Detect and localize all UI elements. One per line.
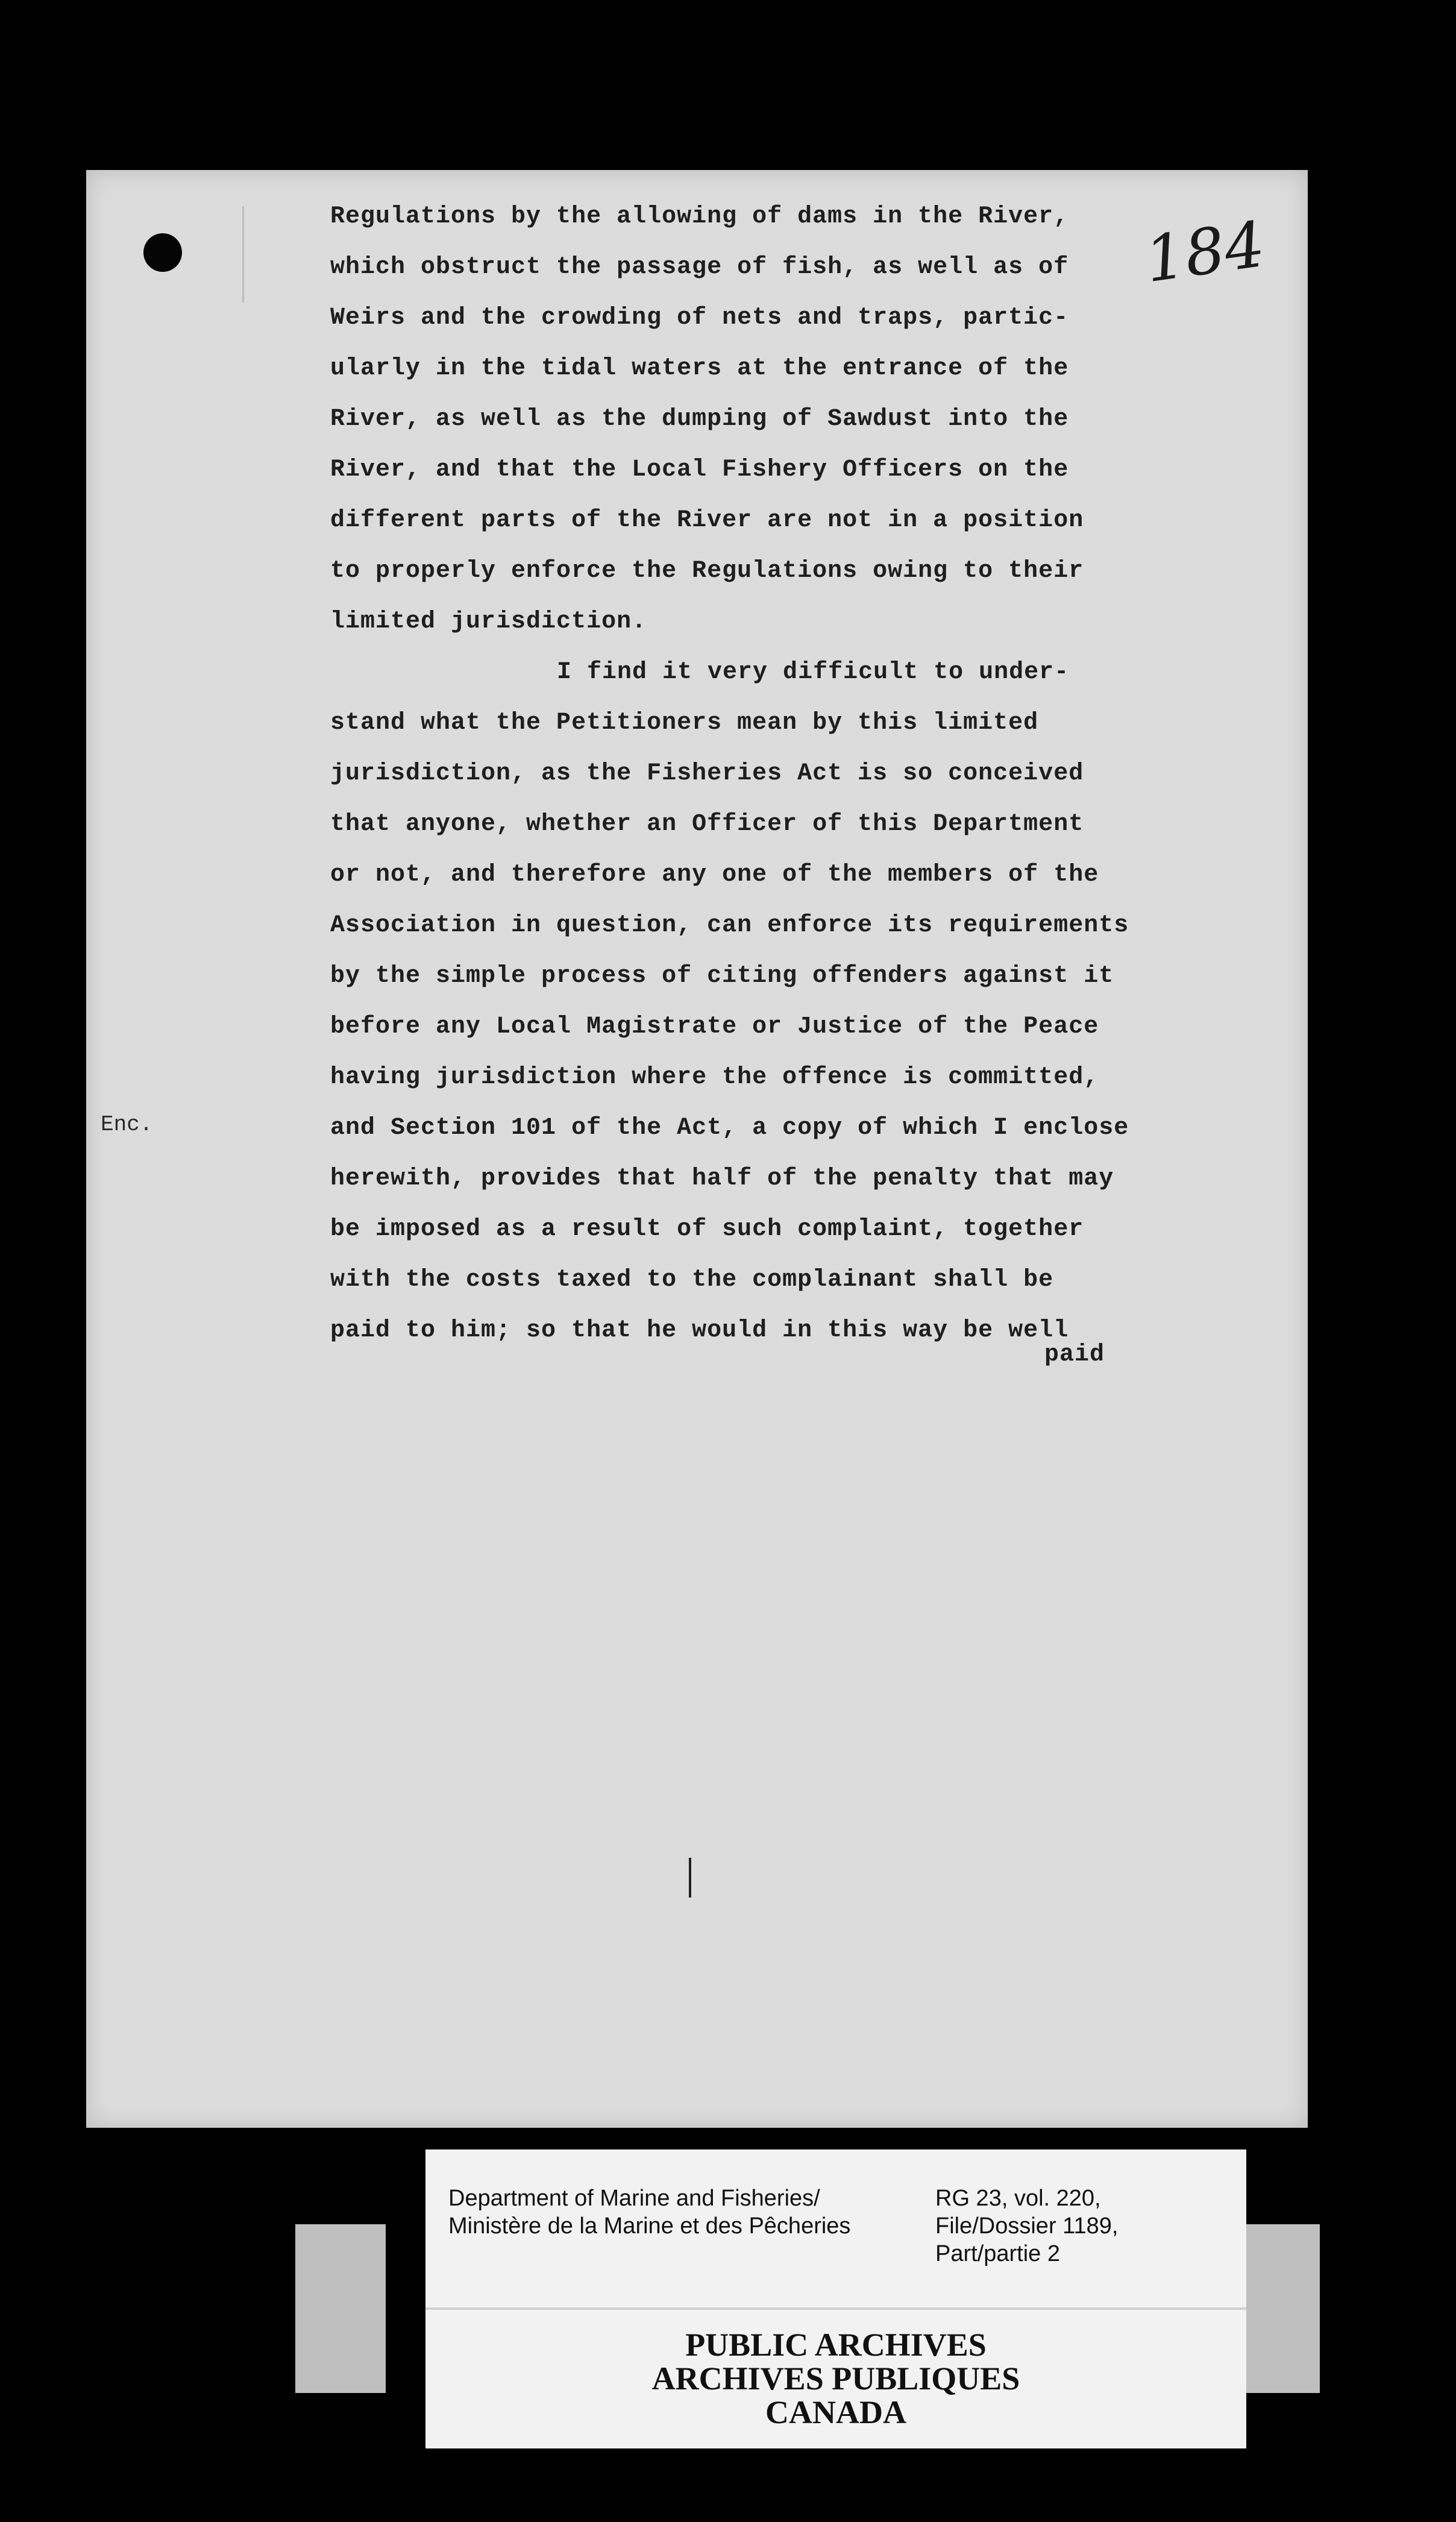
body-line: River, and that the Local Fishery Officers on the bbox=[330, 456, 1069, 483]
body-line: different parts of the River are not in a position bbox=[330, 507, 1084, 534]
department-english: Department of Marine and Fisheries/ bbox=[448, 2186, 820, 2211]
body-line: with the costs taxed to the complainant shall be bbox=[330, 1266, 1054, 1294]
pencil-mark bbox=[689, 1858, 691, 1898]
letter-body bbox=[330, 192, 1129, 1356]
body-line: before any Local Magistrate or Justice of the Peace bbox=[330, 1013, 1099, 1040]
reference-part: Part/partie 2 bbox=[935, 2241, 1060, 2266]
department-block bbox=[448, 2184, 850, 2240]
body-line: having jurisdiction where the offence is committed, bbox=[330, 1064, 1099, 1091]
archives-title-block bbox=[425, 2328, 1246, 2429]
binder-tab-left bbox=[295, 2224, 386, 2393]
body-line: stand what the Petitioners mean by this limited bbox=[330, 709, 1039, 737]
department-french: Ministère de la Marine et des Pêcheries bbox=[448, 2213, 851, 2239]
archives-country: CANADA bbox=[765, 2394, 906, 2430]
body-line: River, as well as the dumping of Sawdust into the bbox=[330, 406, 1069, 433]
body-line: paid to him; so that he would in this way be well bbox=[330, 1317, 1069, 1344]
body-line: Weirs and the crowding of nets and traps, partic- bbox=[330, 304, 1069, 332]
body-line: Regulations by the allowing of dams in the River, bbox=[330, 203, 1069, 230]
body-line: or not, and therefore any one of the members of the bbox=[330, 861, 1099, 888]
body-line: and Section 101 of the Act, a copy of which I enclose bbox=[330, 1115, 1129, 1142]
reference-file: File/Dossier 1189, bbox=[935, 2213, 1119, 2239]
archive-label-header bbox=[425, 2149, 1246, 2310]
body-line: jurisdiction, as the Fisheries Act is so conceived bbox=[330, 760, 1084, 787]
archive-label bbox=[425, 2149, 1246, 2448]
body-line: limited jurisdiction. bbox=[330, 608, 647, 635]
body-line: be imposed as a result of such complaint, together bbox=[330, 1216, 1084, 1243]
body-line: that anyone, whether an Officer of this Department bbox=[330, 811, 1084, 838]
enclosure-margin-note: Enc. bbox=[101, 1112, 153, 1137]
body-line: Association in question, can enforce its requirements bbox=[330, 912, 1129, 939]
body-line: by the simple process of citing offenders against it bbox=[330, 963, 1114, 990]
punch-hole bbox=[143, 233, 182, 272]
folio-number: 184 bbox=[1140, 207, 1270, 297]
archives-english: PUBLIC ARCHIVES bbox=[685, 2327, 987, 2363]
body-line: to properly enforce the Regulations owing to their bbox=[330, 558, 1084, 585]
reference-record-group: RG 23, vol. 220, bbox=[935, 2186, 1101, 2211]
reference-block bbox=[935, 2184, 1118, 2268]
continuation-word: paid bbox=[1044, 1341, 1105, 1368]
paragraph-start-line: I find it very difficult to under- bbox=[557, 659, 1070, 686]
body-line: herewith, provides that half of the penalty that may bbox=[330, 1165, 1114, 1192]
fold-line bbox=[242, 206, 244, 303]
body-line: which obstruct the passage of fish, as well as of bbox=[330, 254, 1069, 281]
body-line: ularly in the tidal waters at the entrance of the bbox=[330, 355, 1069, 382]
archives-french: ARCHIVES PUBLIQUES bbox=[651, 2360, 1020, 2397]
